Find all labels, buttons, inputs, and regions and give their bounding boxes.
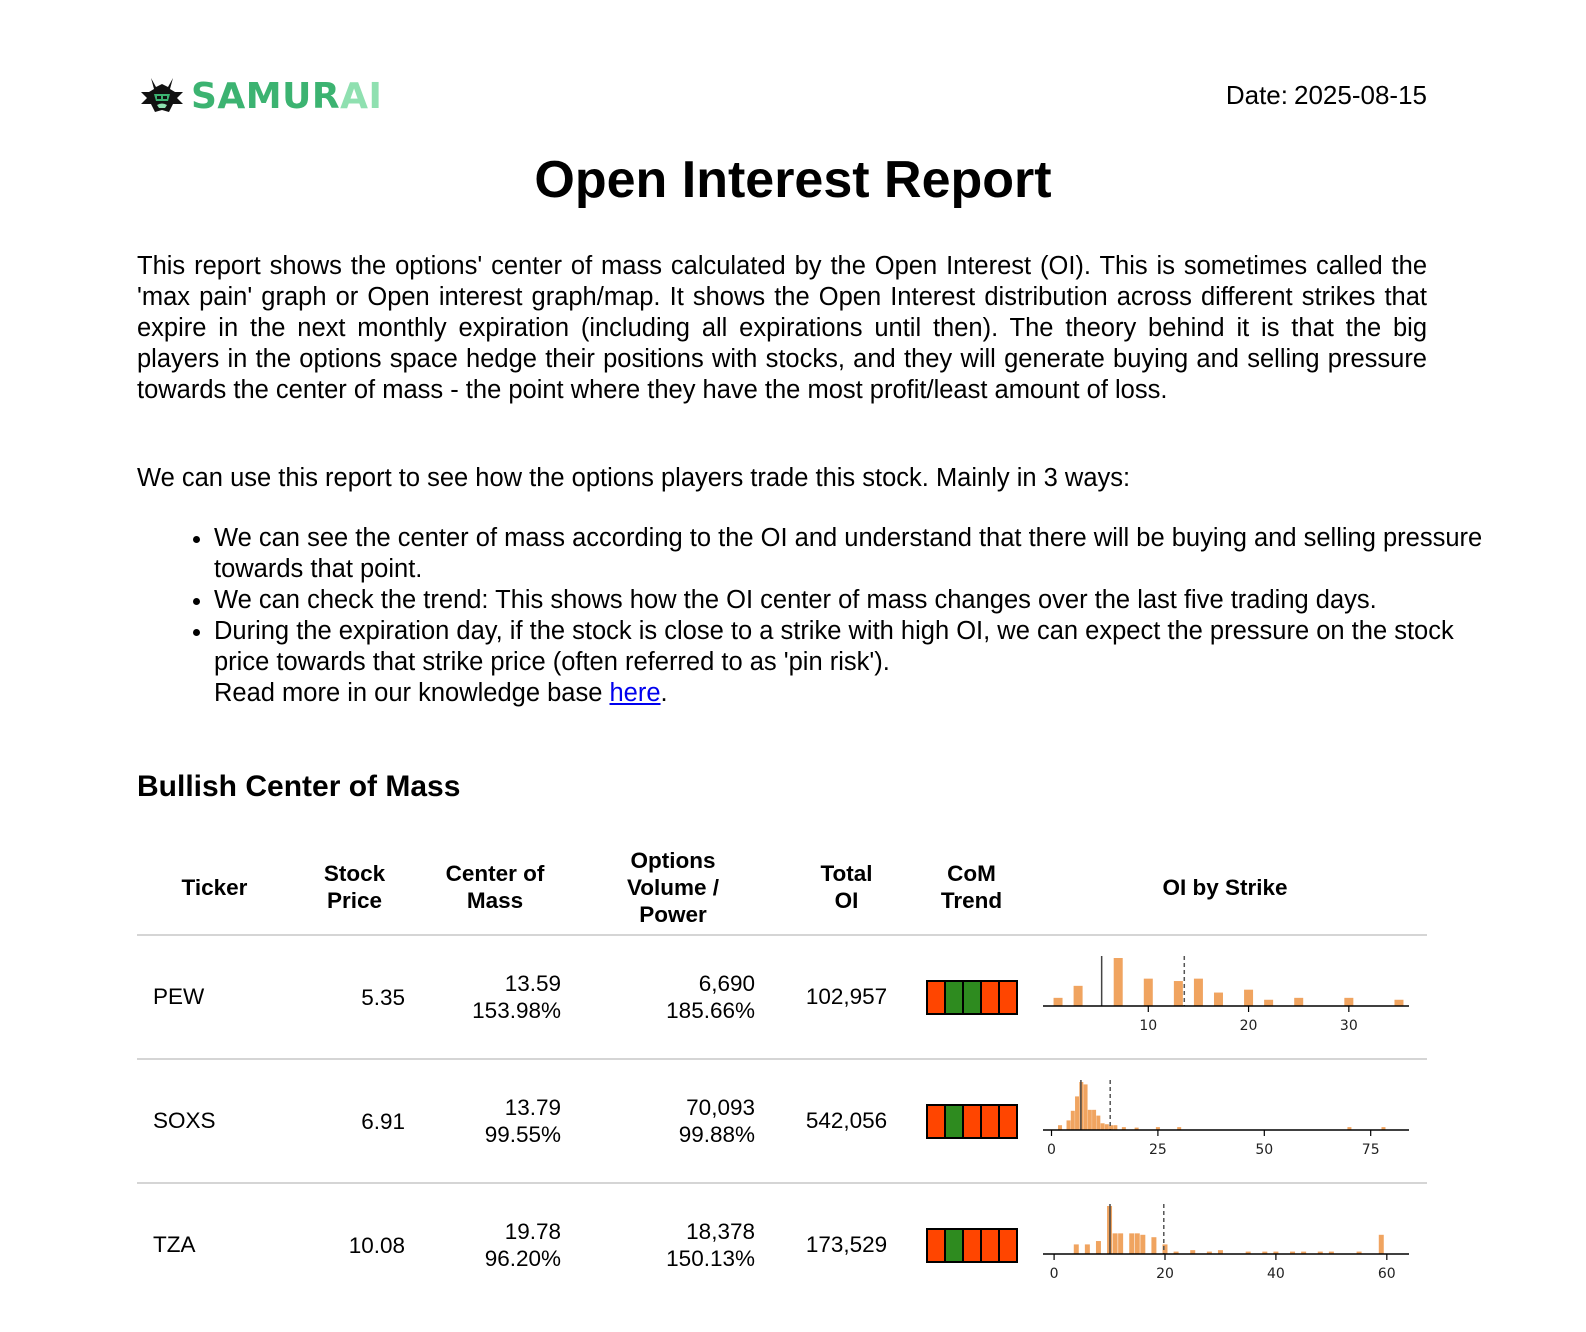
oi-by-strike-chart xyxy=(1037,1066,1417,1176)
x-tick-label: 60 xyxy=(1377,1266,1396,1282)
trend-box-up xyxy=(946,1106,964,1137)
trend-box-down xyxy=(928,1106,946,1137)
x-tick-label: 10 xyxy=(1139,1018,1158,1034)
power-value: 150.13% xyxy=(666,1246,755,1271)
total-oi-cell: 542,056 xyxy=(773,1059,920,1183)
usage-item-text: We can see the center of mass according to the OI and understand that there will be buying and selling pressure towards that point. xyxy=(214,524,1483,583)
com-value: 13.59 xyxy=(504,971,561,996)
x-tick-label: 40 xyxy=(1266,1266,1285,1282)
header-label-line: Power xyxy=(639,901,707,927)
trend-box-down xyxy=(982,982,1000,1013)
header-label-line: Trend xyxy=(940,888,1003,913)
oi-bar xyxy=(1214,993,1223,1006)
header-label-line: Total xyxy=(820,861,873,886)
x-tick-label: 20 xyxy=(1239,1018,1258,1034)
trend-box-up xyxy=(946,982,964,1013)
samurai-mask-icon xyxy=(137,74,187,118)
header-label-line: Mass xyxy=(466,888,524,913)
com-cell xyxy=(417,1183,573,1306)
volume-cell xyxy=(573,1183,773,1306)
x-tick-label: 25 xyxy=(1148,1142,1167,1158)
oi-bar xyxy=(1101,1123,1105,1130)
price-cell: 6.91 xyxy=(292,1059,417,1183)
x-tick-label: 20 xyxy=(1156,1266,1174,1282)
oi-by-strike-chart xyxy=(1037,1190,1417,1300)
oi-bar xyxy=(1140,1235,1145,1254)
total-oi-cell: 173,529 xyxy=(805,1232,888,1257)
oi-bar xyxy=(1264,1000,1273,1006)
header-ticker-label: Ticker xyxy=(181,874,248,900)
trend-box-down xyxy=(964,1106,982,1137)
oi-bar xyxy=(1071,1111,1075,1130)
header-label-line: Center of xyxy=(445,861,545,886)
trend-box-down xyxy=(964,1230,982,1261)
trend-box-up xyxy=(946,1230,964,1261)
table-header-row xyxy=(137,840,1427,935)
x-tick-label: 50 xyxy=(1255,1142,1274,1158)
trend-box-down xyxy=(928,1230,946,1261)
oi-bar xyxy=(1092,1110,1096,1130)
oi-bar xyxy=(1114,958,1123,1006)
trend-box-down xyxy=(928,982,946,1013)
power-value: 185.66% xyxy=(666,998,755,1023)
oi-bar xyxy=(1074,1244,1079,1254)
com-value: 13.79 xyxy=(504,1095,561,1120)
ticker-cell[interactable]: PEW xyxy=(137,935,292,1059)
usage-item xyxy=(214,523,1504,585)
oi-bar xyxy=(1294,998,1303,1006)
header-stock-price[interactable] xyxy=(292,840,417,935)
header-center-of-mass[interactable] xyxy=(417,840,573,935)
price-cell: 10.08 xyxy=(348,1232,405,1258)
volume-cell xyxy=(573,1059,773,1183)
x-tick-label: 0 xyxy=(1047,1142,1056,1158)
usage-item-text: We can check the trend: This shows how the OI center of mass changes over the last five trading days. xyxy=(214,586,1377,614)
center-of-mass-table xyxy=(137,840,1427,1306)
oi-bar xyxy=(1067,1120,1071,1130)
header-label-line: Volume / xyxy=(626,874,720,900)
com-trend-indicator xyxy=(926,1228,1018,1263)
logo-text-main: SAMUR xyxy=(191,75,341,117)
trend-cell xyxy=(920,1183,1023,1306)
oi-bar xyxy=(1135,1233,1140,1254)
total-oi-cell: 102,957 xyxy=(773,935,920,1059)
usage-list xyxy=(137,523,1504,709)
oi-bar xyxy=(1075,1096,1079,1130)
header-label-line: Options xyxy=(630,847,716,873)
oi-bar xyxy=(1088,1110,1092,1130)
com-trend-indicator xyxy=(926,980,1018,1015)
x-tick-label: 30 xyxy=(1339,1018,1358,1034)
oi-bar xyxy=(1096,1116,1100,1130)
oi-bar xyxy=(1129,1233,1134,1254)
trend-box-down xyxy=(1000,1230,1016,1261)
volume-value: 70,093 xyxy=(686,1095,755,1120)
intro-paragraph: This report shows the options' center of mass calculated by the Open Interest (OI). This is sometimes called the 'max pain' graph or Open interest graph/map. It shows the Open Interest distribution across different strikes that expire in the next monthly expiration (including all expirations until then). The theory behind it is that the big players in the options space hedge their positions with stocks, and they will generate buying and selling pressure towards the center of mass - the point where they have the most profit/least amount of loss. xyxy=(137,252,1427,404)
header-label-line: Price xyxy=(326,888,383,913)
oi-bar xyxy=(1379,1235,1384,1254)
header-label-line: OI xyxy=(834,888,859,913)
trend-box-down xyxy=(1000,1106,1016,1137)
volume-value: 6,690 xyxy=(698,971,755,996)
volume-cell xyxy=(573,935,773,1059)
oi-chart-cell xyxy=(1023,1183,1427,1306)
page-title: Open Interest Report xyxy=(534,151,1052,209)
com-percent: 96.20% xyxy=(484,1246,561,1271)
oi-bar xyxy=(1394,1000,1403,1006)
oi-bar xyxy=(1344,998,1353,1006)
oi-bar xyxy=(1054,998,1063,1006)
header-ticker[interactable] xyxy=(137,840,292,935)
header-options-volume[interactable] xyxy=(573,840,773,935)
header-oi-by-strike[interactable] xyxy=(1023,840,1427,935)
ticker-cell[interactable]: SOXS xyxy=(137,1059,292,1183)
samurai-logo xyxy=(137,74,382,118)
x-tick-label: 0 xyxy=(1049,1266,1059,1282)
usage-lead: We can use this report to see how the options players trade this stock. Mainly in 3 ways: xyxy=(137,464,1131,492)
com-cell xyxy=(417,1059,573,1183)
read-more-suffix: . xyxy=(660,679,668,707)
oi-bar xyxy=(1194,979,1203,1006)
oi-bar xyxy=(1085,1244,1090,1254)
oi-chart-cell xyxy=(1023,1059,1427,1183)
oi-bar xyxy=(1084,1084,1088,1130)
oi-bar xyxy=(1118,1233,1123,1254)
header-com-trend[interactable] xyxy=(920,840,1023,935)
logo-text-accent: AI xyxy=(340,75,383,117)
oi-bar xyxy=(1105,1124,1109,1130)
volume-value: 18,378 xyxy=(686,1219,755,1244)
oi-bar xyxy=(1113,1233,1118,1254)
oi-bar xyxy=(1151,1237,1156,1254)
trend-box-down xyxy=(982,1106,1000,1137)
oi-bar xyxy=(1144,979,1153,1006)
trend-cell xyxy=(920,935,1023,1059)
oi-by-strike-chart xyxy=(1037,942,1417,1052)
trend-box-down xyxy=(982,1230,1000,1261)
com-percent: 99.55% xyxy=(484,1122,561,1147)
date-label: Date: xyxy=(1225,80,1288,110)
com-trend-indicator xyxy=(926,1104,1018,1139)
oi-bar xyxy=(1174,981,1183,1006)
oi-bar xyxy=(1096,1241,1101,1254)
date-value: 2025-08-15 xyxy=(1294,80,1427,110)
table-row[interactable] xyxy=(137,1183,1427,1306)
report-date xyxy=(1226,80,1427,111)
section-title: Bullish Center of Mass xyxy=(137,770,461,803)
trend-box-up xyxy=(964,982,982,1013)
table-row[interactable] xyxy=(137,935,1427,1059)
oi-bar xyxy=(1244,990,1253,1006)
trend-box-down xyxy=(1000,982,1016,1013)
knowledge-base-link[interactable]: here xyxy=(609,679,661,707)
com-percent: 153.98% xyxy=(472,998,561,1023)
logo-wordmark xyxy=(191,76,382,117)
header-total-oi[interactable] xyxy=(773,840,920,935)
report-header xyxy=(137,70,1427,126)
oi-bar xyxy=(1074,986,1083,1006)
usage-item xyxy=(214,585,1504,616)
read-more-text: Read more in our knowledge base xyxy=(214,679,610,707)
header-label-line: Stock xyxy=(323,861,386,886)
trend-cell xyxy=(920,1059,1023,1183)
ticker-cell[interactable]: TZA xyxy=(153,1232,196,1257)
power-value: 99.88% xyxy=(678,1122,755,1147)
header-label-line: CoM xyxy=(947,861,996,886)
oi-chart-cell xyxy=(1023,935,1427,1059)
header-oi-label: OI by Strike xyxy=(1162,874,1288,900)
price-cell: 5.35 xyxy=(292,935,417,1059)
usage-item-text: During the expiration day, if the stock is close to a strike with high OI, we can expect the pressure on the stock price towards that strike price (often referred to as 'pin risk'). xyxy=(214,617,1454,676)
table-row[interactable] xyxy=(137,1059,1427,1183)
com-value: 19.78 xyxy=(504,1219,561,1244)
usage-item xyxy=(214,616,1504,709)
com-cell xyxy=(417,935,573,1059)
x-tick-label: 75 xyxy=(1361,1142,1380,1158)
